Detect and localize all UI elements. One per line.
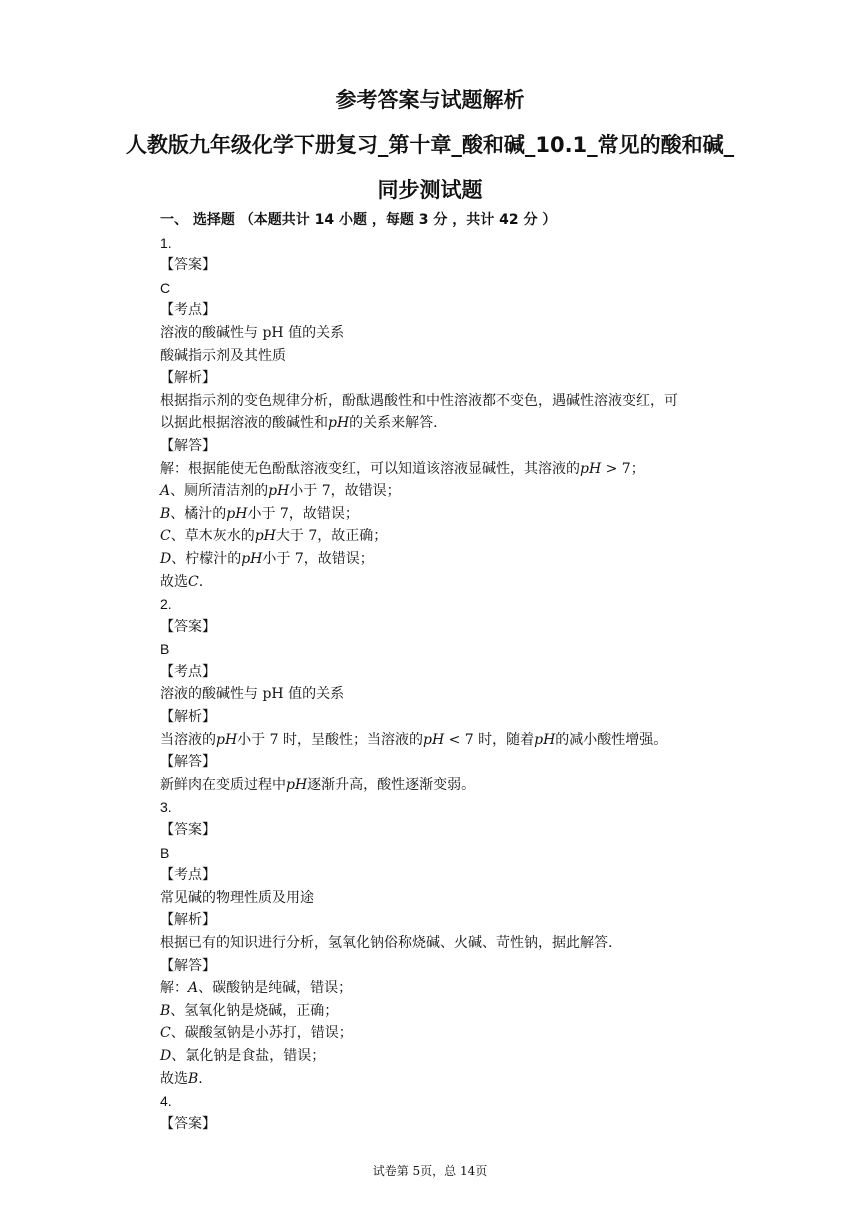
text-line: 故选𝐶. (160, 573, 204, 590)
text-line: 当溶液的𝑝𝐻小于 7 时，呈酸性；当溶液的𝑝𝐻 < 7 时，随着𝑝𝐻的减小酸性增强。 (160, 731, 668, 748)
text-line: 【解析】 (160, 709, 216, 726)
text-line: 常见碱的物理性质及用途 (160, 889, 314, 906)
text-line: 𝐶、碳酸氢钠是小苏打，错误； (160, 1025, 353, 1042)
text-line: 溶液的酸碱性与 pH 值的关系 (160, 324, 345, 341)
text-line: 解：根据能使无色酚酞溶液变红，可以知道该溶液显碱性，其溶液的𝑝𝐻 > 7； (160, 460, 645, 477)
text-line: 故选𝐵. (160, 1070, 203, 1087)
page-title: 参考答案与试题解析 (335, 88, 525, 112)
text-line: 【解析】 (160, 370, 216, 387)
text-line: 解：𝐴、碳酸钠是纯碱，错误； (160, 980, 353, 997)
text-line: 𝐵、氢氧化钠是烧碱，正确； (160, 1002, 339, 1019)
text-line: 根据已有的知识进行分析，氢氧化钠俗称烧碱、火碱、苛性钠，据此解答. (160, 935, 613, 951)
page-footer: 试卷第 5页，总 14页 (372, 1164, 488, 1178)
text-line: 【答案】 (160, 1115, 216, 1132)
text-line: 以据此根据溶液的酸碱性和𝑝𝐻的关系来解答. (160, 415, 438, 432)
text-line: B (160, 641, 170, 658)
text-line: 【解答】 (160, 437, 216, 454)
text-line: 𝐶、草木灰水的𝑝𝐻大于 7，故正确； (160, 528, 388, 545)
text-line: 【解答】 (160, 754, 216, 771)
document-subtitle-line-2: 同步测试题 (377, 178, 483, 202)
text-line: 溶液的酸碱性与 pH 值的关系 (160, 686, 345, 703)
text-line: 𝐷、柠檬汁的𝑝𝐻小于 7，故错误； (160, 550, 374, 567)
section-heading: 一、 选择题 （本题共计 14 小题 ，每题 3 分 ，共计 42 分 ） (160, 212, 557, 228)
document-subtitle-line-1: 人教版九年级化学下册复习_第十章_酸和碱_10.1_常见的酸和碱_ (125, 133, 735, 157)
answer-lines (160, 232, 740, 1136)
text-line: 2. (160, 596, 172, 613)
text-line: 【答案】 (160, 618, 216, 635)
text-line: 𝐷、氯化钠是食盐，错误； (160, 1047, 326, 1064)
text-line: C (160, 279, 171, 296)
text-line: 𝐵、橘汁的𝑝𝐻小于 7，故错误； (160, 505, 359, 522)
text-line: 【答案】 (160, 822, 216, 839)
text-line: 【考点】 (160, 663, 216, 680)
text-line: 𝐴、厕所清洁剂的𝑝𝐻小于 7，故错误； (160, 483, 401, 500)
text-line: 【解答】 (160, 957, 216, 974)
answer-content (160, 209, 740, 1135)
text-line: 【考点】 (160, 867, 216, 884)
text-line: 酸碱指示剂及其性质 (160, 347, 286, 364)
text-line: 3. (160, 799, 172, 816)
text-line: 根据指示剂的变色规律分析，酚酞遇酸性和中性溶液都不变色，遇碱性溶液变红，可 (160, 392, 678, 409)
text-line: 【解析】 (160, 912, 216, 929)
text-line: 【考点】 (160, 302, 216, 319)
text-line: B (160, 844, 170, 861)
text-line: 4. (160, 1093, 172, 1110)
text-line: 【答案】 (160, 257, 216, 274)
text-line: 新鲜肉在变质过程中𝑝𝐻逐渐升高，酸性逐渐变弱。 (160, 776, 476, 793)
text-line: 1. (160, 234, 172, 251)
